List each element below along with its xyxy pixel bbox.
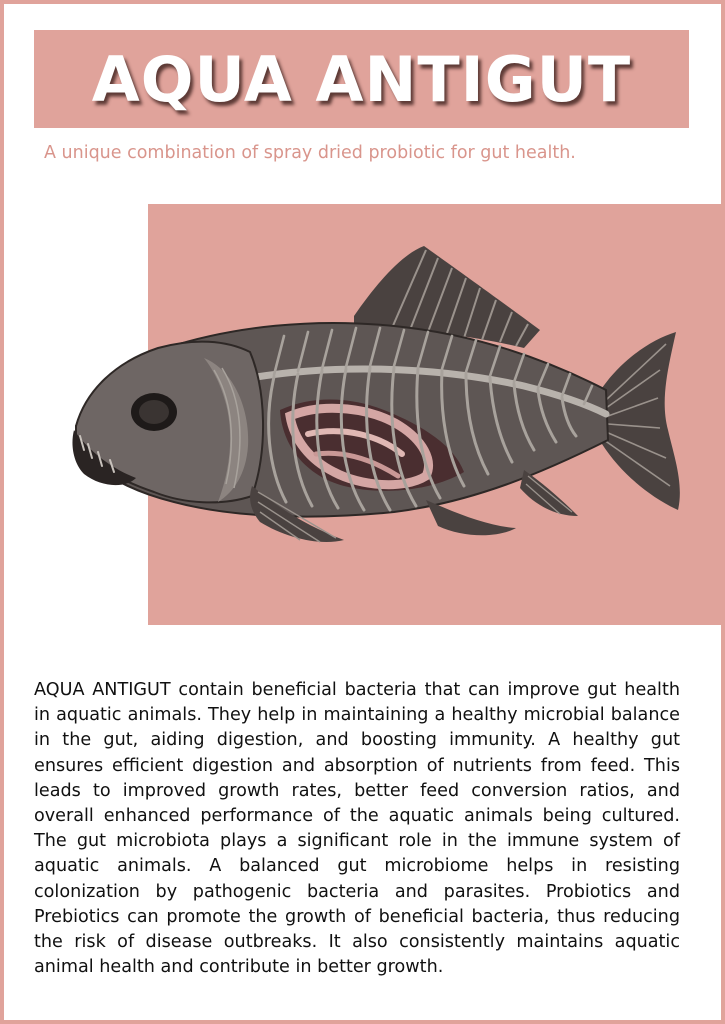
fish-skeleton-anatomy-icon [54,240,694,560]
product-title: AQUA ANTIGUT [91,42,632,116]
product-subtitle: A unique combination of spray dried probiotic for gut health. [44,143,576,163]
product-description: AQUA ANTIGUT contain beneficial bacteria that can improve gut health in aquatic animals. They help in maintaining a healthy microbial balance in the gut, aiding digestion, and boosting immunity. A healthy gut ensures efficient digestion and absorption of nutrients from feed. This leads to improved growth rates, better feed conversion ratios, and overall enhanced performance of the aquatic animals being cultured. The gut microbiota plays a significant role in the immune system of aquatic animals. A balanced gut microbiome helps in resisting colonization by pathogenic bacteria and parasites. Probiotics and Prebiotics can promote the growth of beneficial bacteria, thus reducing the risk of disease outbreaks. It also consistently maintains aquatic animal health and contribute in better growth. [34,680,680,978]
title-banner [34,30,689,128]
